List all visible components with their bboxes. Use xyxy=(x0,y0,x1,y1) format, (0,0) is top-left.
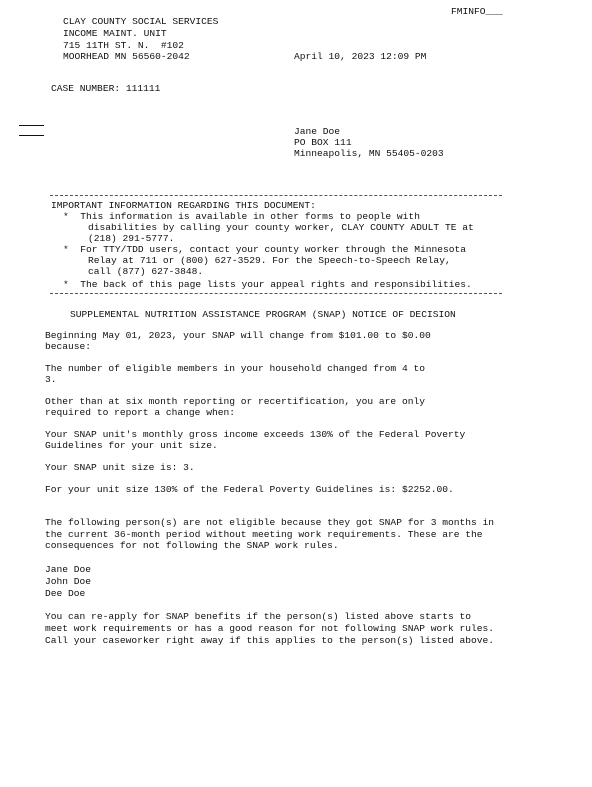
recipient-po-box: PO BOX 111 xyxy=(294,137,352,148)
info-bullet-2-line-3: call (877) 627-3848. xyxy=(88,266,204,277)
ineligible-person: Dee Doe xyxy=(45,588,86,599)
agency-street: 715 11TH ST. N. #102 xyxy=(63,40,184,51)
info-bullet-1-line-2: disabilities by calling your county worker, CLAY COUNTY ADULT TE at xyxy=(88,222,474,233)
info-bullet-2-line-2: Relay at 711 or (800) 627-3529. For the Speech-to-Speech Relay, xyxy=(88,255,451,266)
body-p7-line-1: The following person(s) are not eligible because they got SNAP for 3 months in xyxy=(45,517,495,528)
recipient-city: Minneapolis, MN 55405-0203 xyxy=(294,148,444,159)
body-p1-line-2: because: xyxy=(45,341,92,352)
body-p2-line-2: 3. xyxy=(45,374,57,385)
body-p3-line-1: Other than at six month reporting or recertification, you are only xyxy=(45,396,425,407)
body-p4-line-1: Your SNAP unit's monthly gross income exceeds 130% of the Federal Poverty xyxy=(45,429,466,440)
body-p8-line-1: You can re-apply for SNAP benefits if the person(s) listed above starts to xyxy=(45,611,472,622)
notice-date: April 10, 2023 12:09 PM xyxy=(294,51,427,62)
form-code: FMINFO___ xyxy=(451,6,503,17)
info-bullet-3: * The back of this page lists your appeal rights and responsibilities. xyxy=(63,279,472,290)
info-bullet-1-line-1: * This information is available in other forms to people with xyxy=(63,211,420,222)
important-info-heading: IMPORTANT INFORMATION REGARDING THIS DOCUMENT: xyxy=(51,200,316,211)
agency-unit: INCOME MAINT. UNIT xyxy=(63,28,167,39)
ineligible-person: John Doe xyxy=(45,576,92,587)
body-p4-line-2: Guidelines for your unit size. xyxy=(45,440,218,451)
info-bullet-2-line-1: * For TTY/TDD users, contact your county worker through the Minnesota xyxy=(63,244,467,255)
notice-title: SUPPLEMENTAL NUTRITION ASSISTANCE PROGRAM (SNAP) NOTICE OF DECISION xyxy=(70,309,456,320)
body-p2-line-1: The number of eligible members in your household changed from 4 to xyxy=(45,363,425,374)
body-p8-line-3: Call your caseworker right away if this applies to the person(s) listed above. xyxy=(45,635,495,646)
body-p3-line-2: required to report a change when: xyxy=(45,407,235,418)
fold-mark-bottom xyxy=(19,135,44,136)
unit-size: Your SNAP unit size is: 3. xyxy=(45,462,195,473)
fold-mark-top xyxy=(19,125,44,126)
agency-name: CLAY COUNTY SOCIAL SERVICES xyxy=(63,16,219,27)
body-p1-line-1: Beginning May 01, 2023, your SNAP will change from $101.00 to $0.00 xyxy=(45,330,431,341)
recipient-name: Jane Doe xyxy=(294,126,341,137)
body-p7-line-2: the current 36-month period without meeting work requirements. These are the xyxy=(45,529,483,540)
ineligible-person: Jane Doe xyxy=(45,564,92,575)
info-bullet-1-line-3: (218) 291-5777. xyxy=(88,233,175,244)
body-p8-line-2: meet work requirements or has a good reason for not following SNAP work rules. xyxy=(45,623,495,634)
poverty-guideline: For your unit size 130% of the Federal Poverty Guidelines is: $2252.00. xyxy=(45,484,454,495)
case-number: CASE NUMBER: 111111 xyxy=(51,83,161,94)
agency-city: MOORHEAD MN 56560-2042 xyxy=(63,51,190,62)
body-p7-line-3: consequences for not following the SNAP work rules. xyxy=(45,540,339,551)
divider-top xyxy=(50,195,502,196)
divider-bottom xyxy=(50,293,502,294)
